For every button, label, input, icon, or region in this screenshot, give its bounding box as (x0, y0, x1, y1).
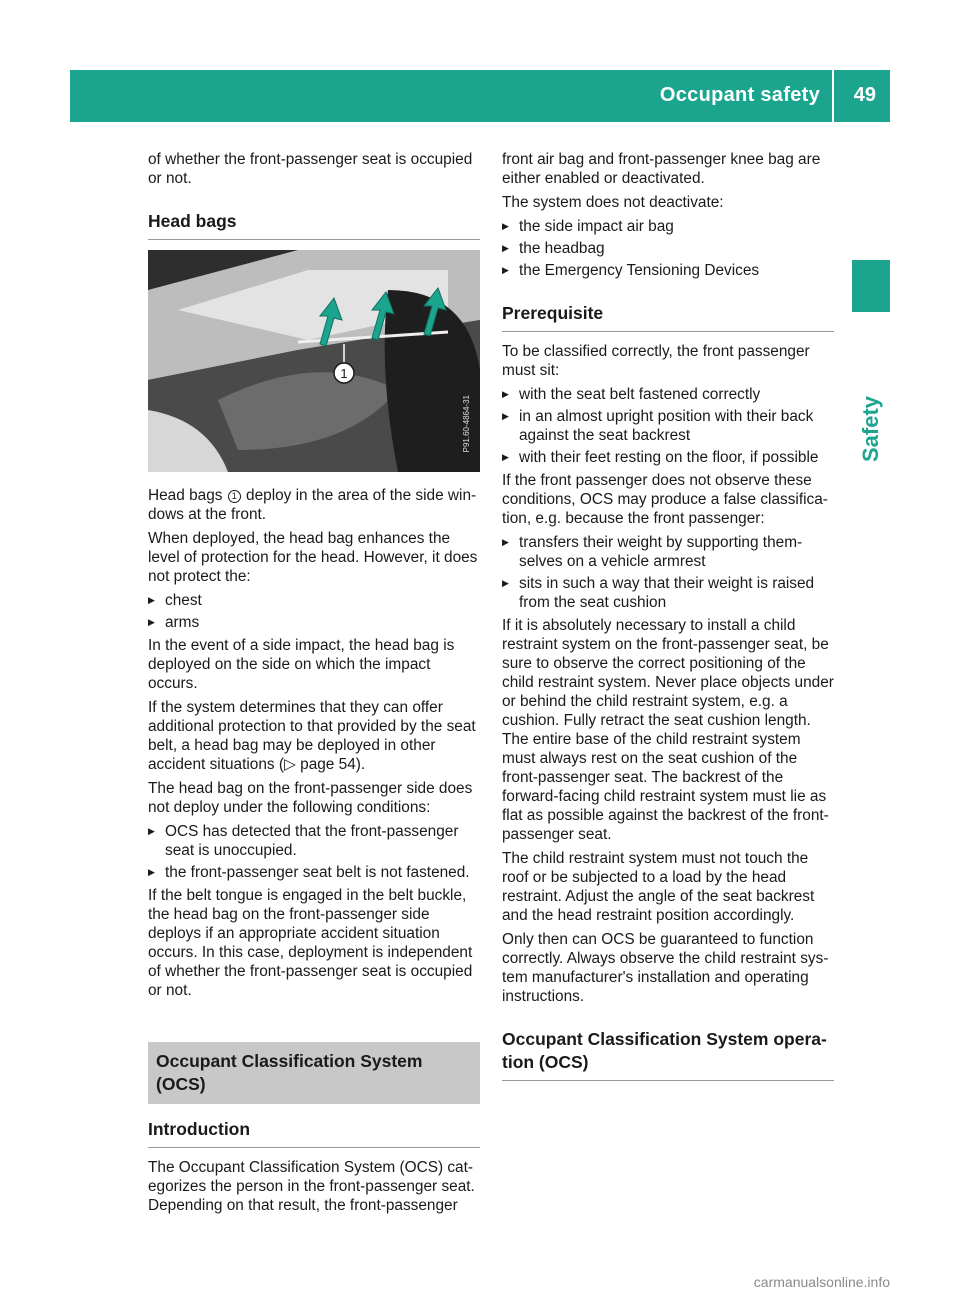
text-fragment: Head bags (148, 487, 227, 504)
section-title-line: (OCS) (156, 1074, 206, 1094)
figure-callout: 1 (340, 366, 348, 381)
head-bag-illustration (148, 250, 480, 472)
bullet-list (148, 822, 480, 882)
heading-prerequisite: Prerequisite (502, 302, 834, 332)
paragraph: The system does not deactivate: (502, 194, 724, 211)
paragraph: When deployed, the head bag enhances the level of protection for the head. However, it does not protect the: (148, 530, 478, 585)
left-column (148, 150, 480, 1220)
list-item: ▶ with their feet resting on the floor, if possible (502, 448, 834, 467)
paragraph: The child restraint system must not touch the roof or be subjected to a load by the head restraint. Adjust the angle of the seat backrest and the head restraint position accordingly. (502, 850, 815, 924)
head-bag-drawing (148, 250, 480, 472)
list-item: ▶ in an almost upright position with their back against the seat backrest (502, 407, 834, 445)
bullet-list (502, 533, 834, 612)
list-item: ▶ transfers their weight by supporting them-selves on a vehicle armrest (502, 533, 834, 571)
heading-ocs-operation: Occupant Classification System opera-tion (OCS) (502, 1028, 834, 1081)
bullet-list (502, 385, 834, 467)
list-item: ▶ the front-passenger seat belt is not fastened. (148, 863, 480, 882)
watermark: carmanualsonline.info (753, 1274, 890, 1290)
paragraph: To be classified correctly, the front passenger must sit: (502, 343, 810, 379)
list-item: ▶ chest (148, 591, 480, 610)
list-item: ▶ sits in such a way that their weight is raised from the seat cushion (502, 574, 834, 612)
page-section-title: Occupant safety (659, 84, 820, 106)
heading-head-bags: Head bags (148, 210, 480, 240)
page-number: 49 (853, 84, 876, 106)
paragraph: If it is absolutely necessary to install a child restraint system on the front-passenger seat, be sure to observe the correct positioning of the child restraint system. Never place objects under or behind the child restraint system, e.g. a cushion. Fully retract the seat cushion length. The entire base of the child restraint system must always rest on the seat cushion of the front-passenger seat. The backrest of the forward-facing child restraint system must lie as flat as possible against the backrest of the front-passenger seat. (502, 617, 834, 843)
paragraph: Only then can OCS be guaranteed to function correctly. Always observe the child restraint sys-tem manufacturer's installation and operating instructions. (502, 931, 829, 1005)
paragraph: If the belt tongue is engaged in the belt buckle, the head bag on the front-passenger side deploys if an appropriate accident situation occurs. In this case, deployment is independent of whether the front-passenger seat is occupied or not. (148, 887, 473, 999)
figure-code: P91.60-4864-31 (462, 394, 471, 452)
paragraph: of whether the front-passenger seat is occupied or not. (148, 151, 473, 187)
chapter-label: Safety (858, 395, 883, 462)
paragraph (148, 486, 480, 524)
list-item: ▶ arms (148, 613, 480, 632)
header-bar (70, 70, 890, 122)
heading-introduction: Introduction (148, 1118, 480, 1148)
paragraph: In the event of a side impact, the head bag is deployed on the side on which the impact occurs. (148, 637, 455, 692)
list-item: ▶ with the seat belt fastened correctly (502, 385, 834, 404)
text-fragment: deploy in the area of the side win-dows at the front. (148, 487, 477, 523)
section-banner-ocs (148, 1042, 480, 1104)
paragraph: The head bag on the front-passenger side does not deploy under the following conditions: (148, 780, 473, 816)
header-divider (832, 70, 834, 122)
callout-marker: 1 (228, 490, 241, 503)
paragraph: If the front passenger does not observe these conditions, OCS may produce a false classifica-tion, e.g. because the front passenger: (502, 472, 828, 527)
paragraph: If the system determines that they can offer additional protection to that provided by the seat belt, a head bag may be deployed in other accident situations (▷ page 54). (148, 699, 476, 773)
section-title-line: Occupant Classification System (156, 1051, 423, 1071)
list-item: ▶ OCS has detected that the front-passenger seat is unoccupied. (148, 822, 480, 860)
list-item: ▶ the headbag (502, 239, 834, 258)
bullet-list (148, 591, 480, 632)
paragraph: The Occupant Classification System (OCS) cat-egorizes the person in the front-passenger seat. Depending on that result, the front-passenger (148, 1159, 475, 1214)
paragraph: front air bag and front-passenger knee bag are either enabled or deactivated. (502, 151, 821, 187)
list-item: ▶ the side impact air bag (502, 217, 834, 236)
right-column (502, 150, 834, 1091)
section-title-ocs (156, 1050, 472, 1096)
bullet-list (502, 217, 834, 280)
list-item: ▶ the Emergency Tensioning Devices (502, 261, 834, 280)
chapter-tab (852, 260, 890, 312)
